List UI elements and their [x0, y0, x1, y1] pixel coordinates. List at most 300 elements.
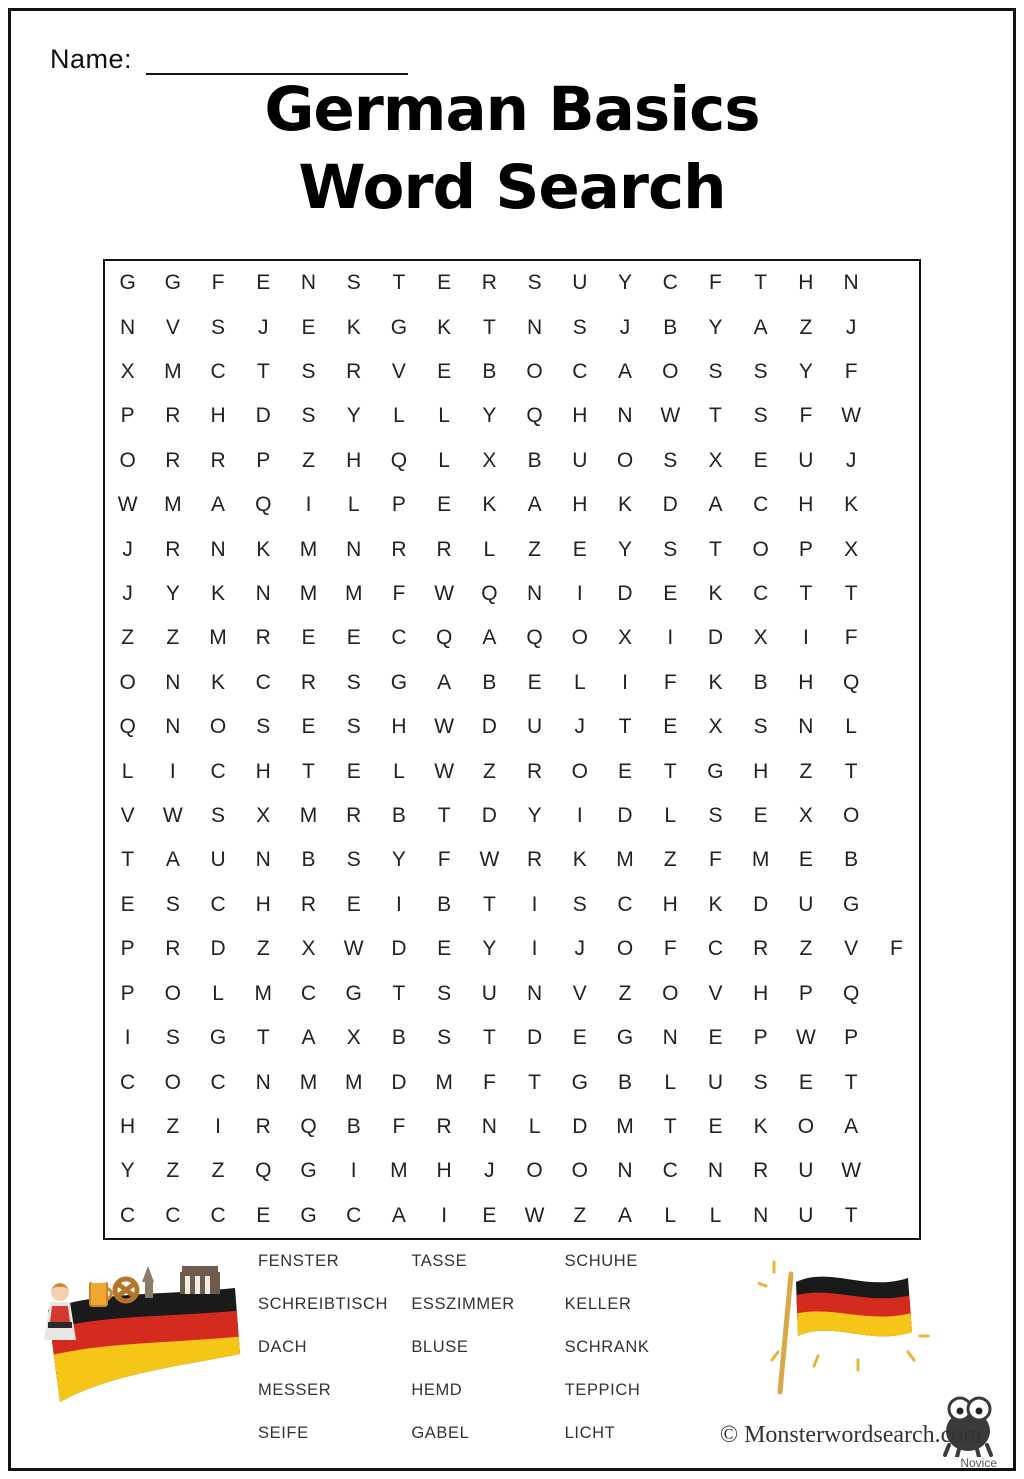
letter-cell[interactable]: N	[255, 1070, 271, 1094]
letter-cell[interactable]: F	[211, 271, 225, 295]
letter-cell[interactable]: P	[844, 1026, 859, 1050]
letter-cell[interactable]: A	[618, 360, 633, 384]
letter-cell[interactable]: T	[121, 848, 135, 872]
letter-cell[interactable]: I	[441, 1203, 448, 1227]
letter-cell[interactable]: R	[436, 1114, 452, 1138]
word-list-item[interactable]: SCHRANK	[564, 1338, 650, 1356]
letter-cell[interactable]: N	[526, 981, 543, 1005]
letter-cell[interactable]: O	[119, 670, 136, 694]
letter-cell[interactable]: Q	[390, 448, 408, 472]
letter-cell[interactable]: G	[345, 981, 362, 1005]
letter-cell[interactable]: E	[663, 715, 678, 739]
letter-cell[interactable]: C	[210, 1203, 226, 1227]
word-list-item[interactable]: GABEL	[411, 1424, 470, 1442]
letter-cell[interactable]: F	[437, 848, 451, 872]
letter-cell[interactable]: N	[843, 271, 859, 295]
letter-cell[interactable]: H	[798, 670, 814, 694]
letter-cell[interactable]: U	[798, 1203, 814, 1227]
letter-cell[interactable]: D	[391, 937, 407, 961]
letter-cell[interactable]: M	[164, 360, 182, 384]
word-list-item[interactable]: SEIFE	[258, 1424, 309, 1442]
letter-cell[interactable]: H	[436, 1159, 452, 1183]
letter-cell[interactable]: H	[210, 404, 226, 428]
letter-cell[interactable]: R	[481, 271, 497, 295]
letter-cell[interactable]: C	[210, 1070, 226, 1094]
letter-cell[interactable]: L	[845, 715, 857, 739]
letter-cell[interactable]: F	[799, 404, 813, 428]
letter-cell[interactable]: T	[754, 271, 768, 295]
letter-cell[interactable]: S	[165, 1026, 180, 1050]
letter-cell[interactable]: O	[752, 537, 769, 561]
letter-cell[interactable]: D	[526, 1026, 543, 1050]
letter-cell[interactable]: W	[524, 1203, 545, 1227]
letter-cell[interactable]: K	[211, 670, 226, 694]
letter-cell[interactable]: E	[708, 1114, 723, 1138]
letter-cell[interactable]: T	[302, 759, 315, 783]
letter-cell[interactable]: Z	[528, 537, 541, 561]
letter-cell[interactable]: L	[709, 1203, 722, 1227]
letter-cell[interactable]: T	[437, 804, 451, 828]
letter-cell[interactable]: E	[346, 892, 361, 916]
letter-cell[interactable]: C	[662, 1159, 678, 1183]
letter-cell[interactable]: B	[753, 670, 768, 694]
letter-cell[interactable]: E	[437, 493, 452, 517]
letter-cell[interactable]: S	[346, 271, 361, 295]
letter-cell[interactable]: I	[802, 626, 809, 650]
letter-cell[interactable]: G	[390, 670, 408, 694]
letter-cell[interactable]: B	[663, 315, 678, 339]
letter-cell[interactable]: C	[707, 937, 724, 961]
letter-cell[interactable]: U	[572, 448, 588, 472]
letter-cell[interactable]: R	[346, 360, 362, 384]
letter-cell[interactable]: A	[527, 493, 542, 517]
letter-cell[interactable]: H	[572, 493, 588, 517]
letter-cell[interactable]: Q	[255, 493, 272, 517]
letter-cell[interactable]: C	[210, 759, 226, 783]
letter-cell[interactable]: U	[572, 271, 588, 295]
letter-cell[interactable]: O	[571, 1159, 588, 1183]
letter-cell[interactable]: H	[391, 715, 407, 739]
word-list-item[interactable]: TASSE	[411, 1252, 468, 1270]
letter-cell[interactable]: I	[124, 1026, 131, 1050]
letter-cell[interactable]: H	[346, 448, 362, 472]
letter-cell[interactable]: L	[121, 759, 134, 783]
letter-cell[interactable]: C	[255, 670, 271, 694]
word-list-item[interactable]: LICHT	[564, 1424, 616, 1442]
letter-cell[interactable]: N	[255, 848, 271, 872]
letter-cell[interactable]: R	[210, 448, 226, 472]
letter-cell[interactable]: B	[482, 360, 497, 384]
letter-cell[interactable]: S	[346, 848, 361, 872]
letter-cell[interactable]: S	[753, 715, 768, 739]
letter-cell[interactable]: L	[483, 537, 496, 561]
letter-cell[interactable]: Y	[120, 1159, 135, 1183]
letter-cell[interactable]: M	[616, 848, 634, 872]
letter-cell[interactable]: T	[844, 1203, 858, 1227]
letter-cell[interactable]: W	[795, 1026, 816, 1050]
letter-cell[interactable]: O	[797, 1114, 815, 1138]
letter-cell[interactable]: M	[164, 493, 182, 517]
letter-cell[interactable]: E	[753, 448, 768, 472]
letter-cell[interactable]: Y	[708, 315, 723, 339]
letter-cell[interactable]: O	[571, 759, 588, 783]
letter-cell[interactable]: H	[753, 981, 769, 1005]
letter-cell[interactable]: V	[391, 360, 406, 384]
letter-cell[interactable]: A	[165, 848, 180, 872]
letter-cell[interactable]: O	[842, 804, 860, 828]
letter-cell[interactable]: S	[708, 804, 723, 828]
letter-cell[interactable]: C	[346, 1203, 362, 1227]
letter-cell[interactable]: B	[391, 1026, 406, 1050]
letter-cell[interactable]: E	[301, 715, 316, 739]
letter-cell[interactable]: U	[526, 715, 543, 739]
letter-cell[interactable]: X	[482, 448, 497, 472]
letter-cell[interactable]: T	[709, 404, 722, 428]
letter-cell[interactable]: D	[255, 404, 271, 428]
letter-cell[interactable]: S	[753, 1070, 768, 1094]
letter-cell[interactable]: K	[753, 1114, 768, 1138]
letter-cell[interactable]: C	[662, 271, 678, 295]
letter-cell[interactable]: I	[305, 493, 312, 517]
letter-cell[interactable]: E	[482, 1203, 497, 1227]
letter-cell[interactable]: O	[119, 448, 136, 472]
letter-cell[interactable]: W	[434, 759, 455, 783]
letter-cell[interactable]: H	[572, 404, 588, 428]
letter-cell[interactable]: F	[663, 937, 677, 961]
letter-cell[interactable]: U	[707, 1070, 724, 1094]
letter-cell[interactable]: I	[622, 670, 628, 694]
letter-cell[interactable]: D	[617, 582, 633, 606]
letter-cell[interactable]: I	[531, 892, 538, 916]
letter-cell[interactable]: K	[256, 537, 271, 561]
letter-cell[interactable]: S	[437, 981, 452, 1005]
letter-cell[interactable]: C	[753, 582, 769, 606]
letter-cell[interactable]: L	[212, 981, 224, 1005]
letter-cell[interactable]: J	[484, 1159, 495, 1183]
letter-cell[interactable]: Z	[302, 448, 315, 472]
letter-cell[interactable]: U	[798, 1159, 814, 1183]
letter-cell[interactable]: I	[667, 626, 674, 650]
letter-cell[interactable]: S	[572, 315, 587, 339]
letter-cell[interactable]: L	[528, 1114, 541, 1138]
letter-cell[interactable]: E	[301, 626, 316, 650]
letter-cell[interactable]: G	[300, 1203, 317, 1227]
letter-cell[interactable]: R	[526, 848, 543, 872]
letter-cell[interactable]: F	[663, 670, 677, 694]
letter-cell[interactable]: P	[391, 493, 406, 517]
letter-cell[interactable]: M	[435, 1070, 453, 1094]
letter-cell[interactable]: G	[164, 271, 181, 295]
letter-cell[interactable]: Q	[255, 1159, 272, 1183]
letter-cell[interactable]: S	[753, 360, 768, 384]
letter-cell[interactable]: C	[617, 892, 633, 916]
letter-cell[interactable]: A	[211, 493, 226, 517]
letter-cell[interactable]: L	[393, 404, 405, 428]
letter-cell[interactable]: Q	[842, 981, 860, 1005]
letter-cell[interactable]: V	[572, 981, 587, 1005]
word-list-item[interactable]: MESSER	[258, 1381, 332, 1399]
letter-cell[interactable]: T	[663, 759, 677, 783]
letter-cell[interactable]: E	[663, 582, 678, 606]
letter-cell[interactable]: P	[256, 448, 271, 472]
letter-cell[interactable]: L	[438, 404, 450, 428]
letter-cell[interactable]: I	[396, 892, 402, 916]
letter-cell[interactable]: E	[120, 892, 135, 916]
letter-cell[interactable]: K	[346, 315, 361, 339]
letter-cell[interactable]: O	[662, 981, 679, 1005]
letter-cell[interactable]: T	[844, 759, 858, 783]
letter-cell[interactable]: E	[708, 1026, 723, 1050]
letter-cell[interactable]: E	[256, 271, 271, 295]
letter-cell[interactable]: X	[708, 448, 723, 472]
letter-cell[interactable]: R	[165, 448, 181, 472]
letter-cell[interactable]: M	[299, 804, 318, 828]
letter-cell[interactable]: B	[437, 892, 452, 916]
word-list-item[interactable]: HEMD	[411, 1381, 463, 1399]
letter-cell[interactable]: V	[844, 937, 859, 961]
letter-cell[interactable]: O	[616, 937, 634, 961]
letter-cell[interactable]: X	[798, 804, 813, 828]
letter-cell[interactable]: K	[708, 582, 723, 606]
letter-cell[interactable]: F	[392, 1114, 406, 1138]
letter-cell[interactable]: O	[616, 448, 634, 472]
letter-cell[interactable]: S	[301, 360, 316, 384]
letter-cell[interactable]: J	[845, 448, 857, 472]
letter-cell[interactable]: A	[753, 315, 768, 339]
letter-cell[interactable]: Z	[573, 1203, 587, 1227]
letter-cell[interactable]: Z	[166, 626, 180, 650]
letter-cell[interactable]: A	[437, 670, 452, 694]
letter-cell[interactable]: Q	[842, 670, 860, 694]
letter-cell[interactable]: M	[344, 582, 363, 606]
letter-cell[interactable]: N	[617, 1159, 633, 1183]
letter-cell[interactable]: T	[392, 981, 406, 1005]
word-list-item[interactable]: KELLER	[564, 1295, 632, 1313]
letter-cell[interactable]: D	[753, 892, 769, 916]
letter-cell[interactable]: Y	[618, 537, 633, 561]
letter-cell[interactable]: D	[707, 626, 724, 650]
letter-cell[interactable]: L	[347, 493, 360, 517]
letter-cell[interactable]: W	[343, 937, 364, 961]
letter-cell[interactable]: R	[165, 937, 181, 961]
letter-cell[interactable]: F	[844, 360, 858, 384]
letter-cell[interactable]: Z	[618, 981, 632, 1005]
letter-cell[interactable]: V	[120, 804, 135, 828]
letter-cell[interactable]: X	[301, 937, 316, 961]
letter-cell[interactable]: G	[616, 1026, 634, 1050]
letter-cell[interactable]: K	[437, 315, 452, 339]
letter-cell[interactable]: K	[708, 670, 723, 694]
letter-cell[interactable]: R	[346, 804, 362, 828]
letter-cell[interactable]: X	[708, 715, 723, 739]
letter-cell[interactable]: P	[120, 981, 135, 1005]
letter-cell[interactable]: K	[572, 848, 587, 872]
letter-cell[interactable]: Y	[165, 582, 180, 606]
letter-cell[interactable]: N	[165, 670, 181, 694]
word-list-item[interactable]: TEPPICH	[564, 1381, 641, 1399]
letter-cell[interactable]: Z	[482, 759, 496, 783]
letter-cell[interactable]: T	[844, 1070, 858, 1094]
letter-cell[interactable]: L	[393, 759, 405, 783]
letter-cell[interactable]: H	[662, 892, 678, 916]
letter-cell[interactable]: O	[526, 360, 543, 384]
letter-cell[interactable]: G	[300, 1159, 317, 1183]
letter-cell[interactable]: N	[210, 537, 226, 561]
letter-cell[interactable]: D	[617, 804, 633, 828]
letter-cell[interactable]: K	[211, 582, 226, 606]
letter-cell[interactable]: D	[481, 715, 497, 739]
letter-cell[interactable]: U	[210, 848, 226, 872]
letter-cell[interactable]: H	[255, 892, 271, 916]
letter-cell[interactable]: R	[391, 537, 407, 561]
letter-cell[interactable]: I	[531, 937, 538, 961]
letter-cell[interactable]: S	[708, 360, 723, 384]
letter-cell[interactable]: H	[798, 493, 814, 517]
letter-cell[interactable]: X	[346, 1026, 361, 1050]
letter-cell[interactable]: F	[482, 1070, 496, 1094]
letter-cell[interactable]: R	[255, 626, 271, 650]
letter-cell[interactable]: N	[481, 1114, 497, 1138]
letter-cell[interactable]: D	[572, 1114, 588, 1138]
letter-cell[interactable]: R	[753, 937, 769, 961]
letter-cell[interactable]: J	[574, 715, 586, 739]
letter-cell[interactable]: S	[753, 404, 768, 428]
letter-cell[interactable]: W	[660, 404, 681, 428]
letter-cell[interactable]: S	[527, 271, 542, 295]
letter-cell[interactable]: M	[751, 848, 770, 872]
letter-cell[interactable]: J	[619, 315, 631, 339]
letter-cell[interactable]: O	[164, 981, 181, 1005]
letter-cell[interactable]: D	[481, 804, 497, 828]
letter-cell[interactable]: R	[300, 892, 317, 916]
letter-cell[interactable]: M	[344, 1070, 363, 1094]
letter-cell[interactable]: F	[889, 937, 903, 961]
letter-cell[interactable]: K	[708, 892, 723, 916]
letter-cell[interactable]: U	[481, 981, 497, 1005]
letter-cell[interactable]: A	[482, 626, 497, 650]
word-list-item[interactable]: FENSTER	[258, 1252, 340, 1270]
letter-cell[interactable]: T	[618, 715, 632, 739]
letter-cell[interactable]: X	[120, 360, 135, 384]
letter-cell[interactable]: V	[165, 315, 180, 339]
letter-cell[interactable]: G	[390, 315, 408, 339]
letter-cell[interactable]: Q	[435, 626, 453, 650]
letter-cell[interactable]: Q	[481, 582, 498, 606]
letter-cell[interactable]: Z	[121, 626, 135, 650]
letter-cell[interactable]: M	[209, 626, 227, 650]
letter-cell[interactable]: Y	[346, 404, 361, 428]
letter-cell[interactable]: Z	[211, 1159, 225, 1183]
letter-cell[interactable]: W	[434, 582, 455, 606]
letter-cell[interactable]: A	[844, 1114, 859, 1138]
letter-cell[interactable]: B	[844, 848, 859, 872]
letter-cell[interactable]: M	[299, 1070, 318, 1094]
letter-cell[interactable]: F	[392, 582, 406, 606]
letter-cell[interactable]: A	[708, 493, 723, 517]
letter-cell[interactable]: G	[119, 271, 136, 295]
letter-cell[interactable]: L	[573, 670, 586, 694]
letter-cell[interactable]: T	[528, 1070, 541, 1094]
letter-cell[interactable]: E	[618, 759, 633, 783]
letter-cell[interactable]: E	[572, 1026, 587, 1050]
letter-cell[interactable]: Y	[798, 360, 813, 384]
letter-cell[interactable]: W	[479, 848, 500, 872]
letter-cell[interactable]: X	[256, 804, 271, 828]
letter-cell[interactable]: T	[799, 582, 813, 606]
letter-cell[interactable]: P	[753, 1026, 768, 1050]
letter-cell[interactable]: W	[841, 404, 862, 428]
letter-cell[interactable]: Z	[166, 1114, 180, 1138]
letter-cell[interactable]: T	[256, 1026, 270, 1050]
letter-cell[interactable]: Z	[256, 937, 270, 961]
letter-cell[interactable]: E	[437, 360, 452, 384]
letter-cell[interactable]: S	[256, 715, 271, 739]
letter-cell[interactable]: V	[708, 981, 723, 1005]
letter-cell[interactable]: O	[571, 626, 588, 650]
letter-cell[interactable]: O	[209, 715, 227, 739]
letter-cell[interactable]: J	[845, 315, 857, 339]
letter-cell[interactable]: J	[258, 315, 269, 339]
word-list-item[interactable]: DACH	[258, 1338, 308, 1356]
letter-cell[interactable]: M	[616, 1114, 634, 1138]
letter-cell[interactable]: C	[572, 360, 588, 384]
letter-cell[interactable]: W	[841, 1159, 862, 1183]
letter-cell[interactable]: E	[798, 848, 813, 872]
letter-cell[interactable]: E	[798, 1070, 813, 1094]
letter-cell[interactable]: N	[753, 1203, 769, 1227]
letter-cell[interactable]: P	[798, 537, 813, 561]
word-search-grid[interactable]	[103, 259, 921, 1240]
letter-cell[interactable]: K	[844, 493, 859, 517]
letter-cell[interactable]: L	[664, 1203, 677, 1227]
letter-cell[interactable]: Y	[527, 804, 542, 828]
letter-cell[interactable]: G	[842, 892, 860, 916]
letter-cell[interactable]: M	[390, 1159, 408, 1183]
letter-cell[interactable]: Z	[166, 1159, 180, 1183]
letter-cell[interactable]: O	[662, 360, 679, 384]
letter-cell[interactable]: C	[391, 626, 407, 650]
letter-cell[interactable]: D	[662, 493, 678, 517]
letter-cell[interactable]: B	[618, 1070, 633, 1094]
letter-cell[interactable]: K	[482, 493, 497, 517]
letter-cell[interactable]: U	[798, 892, 814, 916]
letter-cell[interactable]: C	[165, 1203, 181, 1227]
letter-cell[interactable]: C	[300, 981, 317, 1005]
word-list-item[interactable]: BLUSE	[411, 1338, 469, 1356]
letter-cell[interactable]: B	[346, 1114, 361, 1138]
letter-cell[interactable]: G	[209, 1026, 227, 1050]
letter-cell[interactable]: Q	[300, 1114, 317, 1138]
letter-cell[interactable]: S	[346, 670, 361, 694]
letter-cell[interactable]: T	[482, 1026, 496, 1050]
letter-cell[interactable]: R	[436, 537, 452, 561]
letter-cell[interactable]: Y	[482, 404, 497, 428]
letter-cell[interactable]: L	[664, 1070, 677, 1094]
letter-cell[interactable]: E	[572, 537, 587, 561]
letter-cell[interactable]: C	[210, 892, 226, 916]
letter-cell[interactable]: S	[165, 892, 180, 916]
letter-cell[interactable]: W	[434, 715, 455, 739]
letter-cell[interactable]: N	[300, 271, 317, 295]
word-list-item[interactable]: SCHUHE	[564, 1252, 638, 1270]
letter-cell[interactable]: I	[215, 1114, 221, 1138]
letter-cell[interactable]: E	[346, 626, 361, 650]
letter-cell[interactable]: S	[211, 804, 226, 828]
letter-cell[interactable]: N	[346, 537, 362, 561]
letter-cell[interactable]: N	[662, 1026, 678, 1050]
letter-cell[interactable]: N	[526, 582, 543, 606]
letter-cell[interactable]: B	[301, 848, 316, 872]
